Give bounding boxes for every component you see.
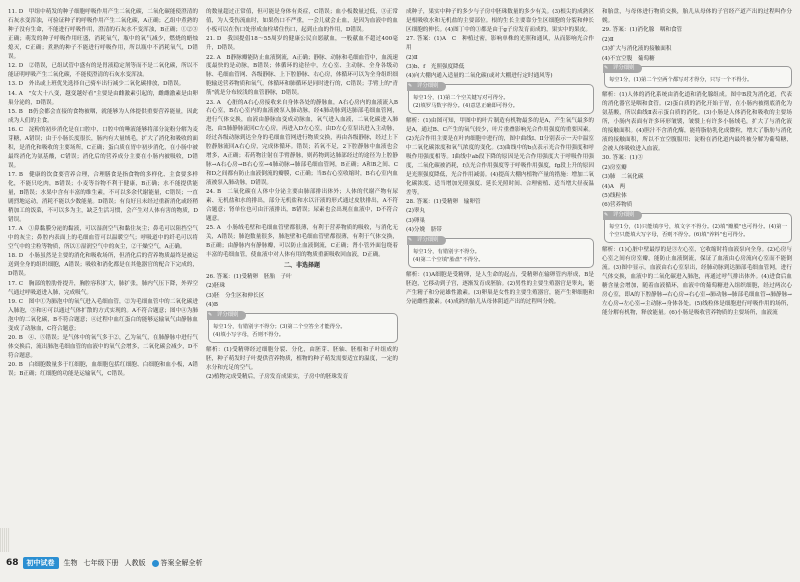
answer-paragraph: 解析：(1)人体的消化系统由消化道和消化腺组成。图中B段为消化道，代表的消化器官是咽和食管。(2)蛋白质的消化开始于胃，在小肠内被彻底消化为氨基酸，所以曲线Ⅱ表示蛋白质的消化。(3)小肠是人体消化和吸收的主要场所，小肠内表面有许多环形皱襞，皱襞上有许多小肠绒毛，扩大了与消化液的接触面积。(4)胆汁不含消化酶，能将脂肪乳化成微粒，增大了脂肪与消化液的接触面积，所以不宜空腹服用；淀粉在消化道内最终被分解为葡萄糖，会被人体吸收进入血液。 <box>602 92 792 152</box>
answer-paragraph: 21. D 我国提倡18～55周岁的健康公民自愿献血，一般献血不超过400毫升，D错误。 <box>206 36 398 52</box>
answer-paragraph: 26. 答案：(1)受精卵 胚胎 子叶 <box>206 273 292 280</box>
scoring-rules-tag <box>407 82 446 91</box>
scoring-rules-box <box>604 213 792 243</box>
answer-paragraph: 成种子，果实中种子的多少与子房中胚珠数量的多少有关。(3)根尖的成熟区是根吸收水和无机盐的主要部位。根的生长主要靠分生区细胞的分裂和伸长区细胞的伸长。(4)图丁中的①都是由于g子房发育而成的，果实中的果皮。 <box>406 9 594 33</box>
answer-paragraph: 15. B B仍会都会直接的食物被咽，就能够为人体提供重要营养能量，因此成为人们的主食。 <box>8 108 198 124</box>
scoring-rules-tag-label: 评分细则 <box>613 65 635 72</box>
scoring-rule-line: 每空1分，有错别字不得分；(3)第二个空答全才能得分。 <box>213 323 346 330</box>
column-3 <box>406 8 594 307</box>
pencil-icon: ✎ <box>604 65 609 72</box>
scoring-rules-tag <box>407 236 446 245</box>
footer-edition: 人教版 <box>124 559 146 567</box>
answer-paragraph: 16. C 淀粉的初步消化是在口腔中，口腔中的唾液能够将部分淀粉分解为麦芽糖，A错误；由于小肠长度很长，肠内有大量绒毛，扩大了消化和吸收的面积，是消化和吸收的主要场所，C正确；蛋白质在胃中初步消化，在小肠中被最终消化为氨基酸，C错误；消化后的营养成分主要在小肠内被吸收，D错误。 <box>8 127 198 169</box>
answer-paragraph: (2)植物完成受精后，子房发育成果实，子房中的胚珠发育 <box>206 374 349 381</box>
answer-paragraph: 28. 答案：(1)受精卵 输卵管 <box>406 198 481 205</box>
page-number: 68 <box>6 558 19 568</box>
pencil-icon: ✎ <box>408 237 413 244</box>
answer-dot-icon <box>152 560 159 567</box>
scoring-rules-tag <box>603 211 642 220</box>
answer-paragraph: 解析：(1)心脏中壁最厚的是③左心室，它收缩时将血液泵向全身。(2)心房与心室之间有房室瓣，能防止血液倒流，保证了血液由心房流向心室而不能倒流。(3)图中显示，血液由右心室泵出，经肺动脉到达肺部毛细血管网，进行气体交换，血液中的二氧化碳进入肺泡，再通过呼气排出体外。(4)进食后血糖含量会增加，随着血液循环，血液中的葡萄糖进入组织细胞，经过两次心房心室，即A的下腔静脉→右心房→右心室→肺动脉→肺部毛细血管→肺静脉→左心房→左心室→主动脉→身体各处。(5)线粒体是细胞进行呼吸作用的场所，能分解有机物，释放能量。(6)小肠是吸收营养物质的主要场所，血液流 <box>602 247 792 316</box>
answer-paragraph: 30. 答案：(1)③ <box>602 155 643 162</box>
scoring-rules-tag-label: 评分细则 <box>217 311 239 318</box>
answer-paragraph: 的数量超过正常值，但可能是身体有炎症，C错误；血小板数量过低，③正常值，为人受伤流血时，如果伤口不严重，一会儿就会止血，是因为血液中的血小板可以在伤口处形成血栓堵住伤口，起到止血的作用，D错误。 <box>206 9 398 33</box>
scoring-rule-line: (4)第二个空填"胎盘"不得分。 <box>413 257 484 264</box>
scoring-rule-line: 每空1分，(1)只能填序号，填文字不得分。(2)填"瓣膜"也可得分。(4)第一个空只能填大写字母，否则不得分。(6)填"养料"也可得分。 <box>609 224 787 239</box>
answer-paragraph: 13. D 外出或上班优先选择自己骑车出行减少二氧化碳排放，D错误。 <box>8 81 185 88</box>
column-4 <box>602 8 792 318</box>
scoring-rules-tag-label: 评分细则 <box>417 83 439 90</box>
answer-paragraph: (3)肺 二氧化碳 <box>602 174 644 181</box>
answer-paragraph: 24. B 二氧化碳在人体中分泌主要由肺部排出体外；人体的代谢产物有尿素、无机盐和水的排出，部分无机盐和水以汗液的形式通过皮肤排出，A不符合题意；肾单位也可由汗液排出，B错误；尿素也会出现在血液中，D不符合题意。 <box>206 189 398 222</box>
answer-paragraph: 14. A "女大十八变，越变越好看"主要是由雌激素引起的，雌雌激素是由卵巢分泌的，D错误。 <box>8 90 198 106</box>
scoring-rule-line: 每空1分，有错别字不得分。 <box>413 249 480 256</box>
answer-paragraph: 27. 答案：(1)A C 种植过密，影响单株的光照和通风，从而影响光合作用 <box>406 36 594 52</box>
answer-paragraph: 11. D 甲组中萌发的种子细胞呼吸作用产生二氧化碳，二氧化碳能使澄清的石灰水变浑浊，可验证种子的呼吸作用产生二氧化碳，A正确；乙组中煮熟的种子没有生命，不能进行呼吸作用，澄清的石灰水不变浑浊，B正确；①②③正确；萌发的种子呼吸作用旺盛，消耗氧气，瓶中的氧气减少，燃烧的蜡烛熄灭，C正确；煮熟的种子不能进行呼吸作用，所以瓶中不消耗氧气，D错误。 <box>8 9 198 60</box>
column-2 <box>206 8 398 383</box>
scoring-rules-tag-label: 评分细则 <box>417 237 439 244</box>
answer-paragraph: (3)扩大与消化液的接触面积 <box>602 46 672 53</box>
pencil-icon: ✎ <box>604 212 609 219</box>
page-stack-edge <box>0 528 10 552</box>
answer-paragraph: (2)睾丸 <box>406 208 426 215</box>
answer-paragraph: (3)b、f 光照强度降低 <box>406 63 465 70</box>
answer-paragraph: 解析：(1)A细胞是受精卵，是人生命的起点，受精卵在输卵管内形成，B是胚泡，它移动到子宫，逐渐发育成胚胎。(2)男性的主要生殖器官是睾丸，能产生精子和分泌雄性激素。(3)卵巢是女性的主要生殖器官，能产生卵细胞和分泌雌性激素。(4)成熟的胎儿从母体阴道产出的过程叫分娩。 <box>406 272 594 305</box>
answer-paragraph: 17. C 胸部的腔肋骨提升，胸腔容积扩大，肺扩张，肺内气压下降，外界空气通过呼吸道进入肺，完成吸气。 <box>8 280 198 296</box>
answer-paragraph: (2)房室瓣 <box>602 164 627 171</box>
scoring-rules-tag <box>603 64 642 73</box>
scoring-rules-tag <box>207 311 246 320</box>
scoring-rule-line: (4)填小写字母，否则不得分。 <box>213 331 285 338</box>
answer-paragraph: (2)Ⅱ <box>406 54 418 61</box>
answer-paragraph: 17. A ①鼻黏膜分泌的黏液，可以湿润空气和黏住灰尘；鼻毛可以阻挡空气中的灰尘；鼻腔内表面上的毛细血管可以温暖空气；呼吸道中的纤毛可以将空气中的尘粒等物质，所以①湿润空气中的灰尘，②干燥空气，A正确。 <box>8 226 198 251</box>
scoring-rules-box <box>408 84 594 114</box>
answer-paragraph: 19. C 图中①为肺泡中的氧气进入毛细血管，②为毛细血管中的二氧化碳进入肺泡，③和④可以通过气体扩散的方式实现的。A不符合题意；图中④为肺泡中的二氧化碳，B不符合题意；④过程中血红蛋白的能够运输氧气由静脉血变成了动脉血，C符合题意； <box>8 299 198 332</box>
scoring-rule-line: 每空1分，(1)第二个空关键写对可得分。 <box>413 95 509 102</box>
scoring-rules-box <box>604 66 792 88</box>
page-footer <box>6 556 209 570</box>
answer-paragraph: (4)A 两 <box>602 183 626 190</box>
pencil-icon: ✎ <box>208 311 213 318</box>
answer-paragraph: (3)卵巢 <box>406 217 426 224</box>
answer-paragraph: 解析：(1)受精卵经过细胞分裂、分化，由胚芽、胚轴、胚根和子叶组成的胚，种子萌发时子叶提供营养物质，植物的种子萌发需要适宜的温度，一定的水分和充足的空气。 <box>206 346 398 371</box>
answer-paragraph: (4)向大棚内通入适量的二氧化碳(或对大棚进行定时通风等) <box>406 73 553 80</box>
answer-paragraph: 29. 答案：(1)消化腺 咽和食管 <box>602 27 683 34</box>
scoring-rules-box <box>208 313 398 343</box>
answer-paragraph: 18. D 小肠虽然是主要的消化和吸收场所，但消化后的营养物质最终是被运送到全身的组织细胞，A错误；吸收和消化都是在其他器官的配合下完成的，D错误。 <box>8 253 198 278</box>
answer-paragraph: (3)胚 分生区和伸长区 <box>206 292 265 299</box>
answer-paragraph: (4)不宜空腹 葡萄糖 <box>602 55 655 62</box>
scoring-rule-line: (2)填罗马数字得分。(4)意思正确即可得分。 <box>413 103 519 110</box>
column-1 <box>8 8 198 380</box>
answer-paragraph: 12. D ②错误，已组试管中盛有的是胃液稳定剂等而不是二氧化碳，所以不能证明呼吸产生二氧化碳，不能使澄清的石灰水变浑浊。 <box>8 62 198 78</box>
answer-paragraph: 17. B 健康的饮食要营养合理，合理膳食是指食物的多样化、主食要多样化，不能只吃肉，B错误；小麦等谷物不利于健康，B正确；水不能提供能量，B错误；水果中含有丰富的维生素，不可以多余代谢能量，C错误；一直剧烈地运动，消耗不能以少数能量。D错误；有良好且未经过重新消化或经稍稍加工的饭菜，不可以多为主，缺乏生活习惯，会产生对人体有害的物质，D错误。 <box>8 172 198 223</box>
pencil-icon: ✎ <box>408 83 413 90</box>
footer-answer-label: 答案全解全析 <box>160 559 203 567</box>
section-heading: 二、非选择题 <box>283 261 320 269</box>
answer-paragraph: 20. B ④、⑤错误；是气体中的氧气多于②，乙为氧气，在肺静脉中进行气体交换后，流出肺泡毛细血管的血液中的氧气会增多，二氧化碳会减少，D不符合题意。 <box>8 335 198 359</box>
answer-paragraph: 解析：(1)由图可知，甲图中的叶片制造有机物最多的是A，产生氧气最多的是A，通过B、C产生的氧气较少，叶片重叠影响光合作用强度的重要因素。(2)光合作用主要是在叶肉细胞中进行的，图中曲线Ⅰ、Ⅱ分别表示一天中温室中二氧化碳浓度和氧气浓度的变化。(3)曲线中的b点表示光合作用强度和呼吸作用强度相等。Ⅰ曲线中ab段下降的原因是光合作用强度大于呼吸作用强度，二氧化碳被消耗，f点光合作用强度等于呼吸作用强度，fg段上升的原因是光照强度降低，光合作用减弱。(4)提高大棚内植物产量的措施：增加二氧化碳浓度、适当增加光照强度、延长光照时间、合理密植、适当增大昼夜温差等。 <box>406 118 594 196</box>
answer-paragraph: (5)线粒体 <box>602 192 627 199</box>
footer-grade: 七年级下册 <box>83 559 119 567</box>
answer-paragraph: 23. A 心脏的A右心房接收来自身体各处的静脉血，A右心房内的血液流入B右心室，B右心室内的血液被泵入肺动脉，经4肺动脉到达肺部毛细血管网，进行气体交换，血液由静脉血变成动脉血，氧气进入血液，二氧化碳进入肺泡，由5肺静脉流回C左心房，再进入D左心室，由D左心室泵出进入主动脉，经过各级动脉到达全身的毛细血管网进行物质交换，再由各级静脉，经过上下腔静脉流回A右心房，完成体循环。错误；若氧不足，2下腔静脉中血液也会增多，A正确；若药物注射在手臂静脉，则药物到达肺部经过的途径为上腔静脉→A右心房→B右心室→4肺动脉→肺部毛细血管网，B正确；A和B之间、C和D之间都有防止血液倒流的瓣膜，C正确；当B右心室收缩时，B右心室内血液被泵入肺动脉，D错误。 <box>206 99 398 186</box>
answer-paragraph: 20. B 白细胞数量多于红细胞，血细胞包括红细胞、白细胞和血小板，A错误；B正确；红细胞的功能是运输氧气，C错误。 <box>8 362 198 378</box>
scoring-rule-line: 每空1分，(1)第二个空两个都写对才得分，只写一个不得分。 <box>609 77 753 84</box>
scoring-rules-box <box>408 238 594 268</box>
footer-subject: 生物 <box>63 559 78 567</box>
answer-paragraph: (2)胚珠 <box>206 283 226 290</box>
answer-paragraph: 和胎盘，与母体进行物质交换，胎儿从母体的子宫经产道产出的过程叫作分娩。 <box>602 9 792 24</box>
answer-paragraph: (6)营养物质 <box>602 202 633 209</box>
answer-paragraph: 22. A B静脉瓣能防止血液倒流，A正确；静脉、动脉和毛细血管中，血流速度最快的是动脉，B错误；体循环的途径中，左心室、主动脉、全身各级动脉、毛细血管网、各级静脉、上下腔静脉、右心房，体循环可以为全身组织细胞输送营养物质和氧气，体循环和肺循环是同时进行的，C错误；手臂上的"青筋"就是分布较浅的血管静脉，D错误。 <box>206 54 398 97</box>
answer-paragraph: (4)B <box>206 302 219 308</box>
brand-badge: 初中试卷 <box>23 557 59 569</box>
answer-paragraph: (2)Ⅱ <box>602 36 614 43</box>
scoring-rules-tag-label: 评分细则 <box>613 212 635 219</box>
answer-paragraph: (4)分娩 脐带 <box>406 227 442 234</box>
answer-paragraph: 25. A 小肠绒毛壁和毛细血管壁都很薄，有利于营养物质的吸收，与消化无关，A错误；肺泡数量很多，肺泡壁和毛细血管壁都很薄，有利于气体交换，B正确；由静脉内有静脉瓣，可以防止血液倒流，C正确；肾小管外面包绕着丰富的毛细血管，使血液中对人体有用的物质重新吸收回血液，D正确。 <box>206 225 398 258</box>
